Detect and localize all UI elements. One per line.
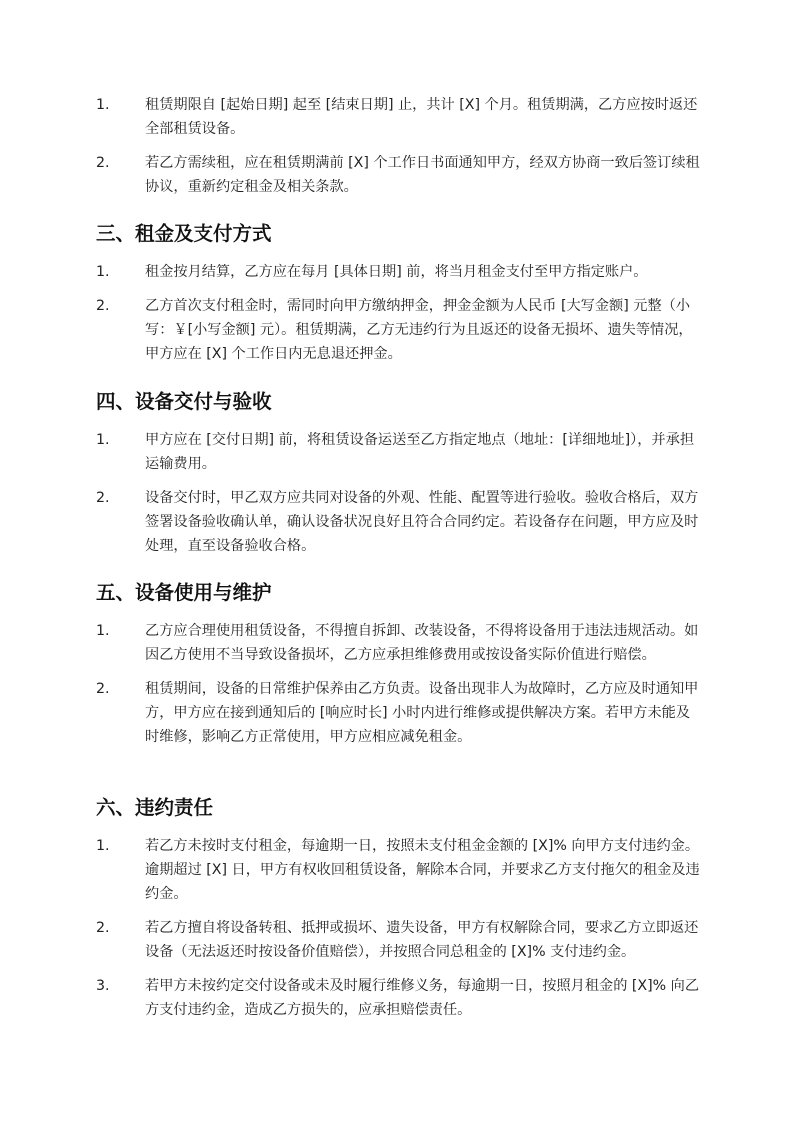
item-number: 2. (96, 490, 110, 506)
lease-term-list (0, 93, 794, 209)
list-item (0, 677, 794, 749)
item-number: 1. (96, 432, 110, 448)
section-heading-breach-liability: 六、违约责任 (96, 796, 214, 819)
item-number: 2. (96, 920, 110, 936)
section-heading-rent-payment: 三、租金及支付方式 (96, 222, 272, 245)
item-text: 租金按月结算，乙方应在每月 [具体日期] 前，将当月租金支付至甲方指定账户。 (145, 264, 648, 280)
item-number: 2. (96, 681, 110, 697)
item-number: 2. (96, 298, 110, 314)
list-item (0, 93, 794, 141)
item-text: 租赁期限自 [起始日期] 起至 [结束日期] 止，共计 [X] 个月。租赁期满，乙方应按时返还全部租赁设备。 (145, 97, 698, 137)
section-heading-delivery-acceptance: 四、设备交付与验收 (96, 390, 272, 413)
item-text: 设备交付时，甲乙双方应共同对设备的外观、性能、配置等进行验收。验收合格后，双方签署设备验收确认单，确认设备状况良好且符合合同约定。若设备存在问题，甲方应及时处理，直至设备验收合格。 (145, 490, 699, 554)
list-item (0, 428, 794, 476)
list-item (0, 260, 794, 284)
list-item (0, 294, 794, 366)
use-maintenance-list (0, 619, 794, 759)
item-text: 若乙方擅自将设备转租、抵押或损坏、遗失设备，甲方有权解除合同，要求乙方立即返还设备（无法返还时按设备价值赔偿），并按照合同总租金的 [X]% 支付违约金。 (145, 920, 699, 960)
item-text: 若甲方未按约定交付设备或未及时履行维修义务，每逾期一日，按照月租金的 [X]% 向乙方支付违约金，造成乙方损失的，应承担赔偿责任。 (145, 978, 700, 1018)
breach-liability-list (0, 834, 794, 1032)
item-text: 乙方首次支付租金时，需同时向甲方缴纳押金，押金金额为人民币 [大写金额] 元整（小写：￥[小写金额] 元）。租赁期满，乙方无违约行为且返还的设备无损坏、遗失等情况，甲方应在 [X] 个工作日内无息退还押金。 (145, 298, 693, 362)
rent-payment-list (0, 260, 794, 376)
delivery-acceptance-list (0, 428, 794, 568)
item-text: 乙方应合理使用租赁设备，不得擅自拆卸、改装设备，不得将设备用于违法违规活动。如因乙方使用不当导致设备损坏，乙方应承担维修费用或按设备实际价值进行赔偿。 (145, 623, 699, 663)
list-item (0, 974, 794, 1022)
item-text: 租赁期间，设备的日常维护保养由乙方负责。设备出现非人为故障时，乙方应及时通知甲方，甲方应在接到通知后的 [响应时长] 小时内进行维修或提供解决方案。若甲方未能及时维修，影响乙方正常使用，甲方应相应减免租金。 (145, 681, 699, 745)
list-item (0, 916, 794, 964)
list-item (0, 619, 794, 667)
item-text: 若乙方未按时支付租金，每逾期一日，按照未支付租金金额的 [X]% 向甲方支付违约金。逾期超过 [X] 日，甲方有权收回租赁设备，解除本合同，并要求乙方支付拖欠的租金及违约金。 (145, 838, 700, 902)
item-number: 1. (96, 97, 110, 113)
item-number: 2. (96, 155, 110, 171)
item-number: 3. (96, 978, 110, 994)
section-heading-use-maintenance: 五、设备使用与维护 (96, 581, 272, 604)
item-text: 甲方应在 [交付日期] 前，将租赁设备运送至乙方指定地点（地址：[详细地址]），并承担运输费用。 (145, 432, 695, 472)
list-item (0, 834, 794, 906)
item-number: 1. (96, 623, 110, 639)
item-text: 若乙方需续租，应在租赁期满前 [X] 个工作日书面通知甲方，经双方协商一致后签订续租协议，重新约定租金及相关条款。 (145, 155, 700, 195)
item-number: 1. (96, 838, 110, 854)
item-number: 1. (96, 264, 110, 280)
list-item (0, 151, 794, 199)
list-item (0, 486, 794, 558)
